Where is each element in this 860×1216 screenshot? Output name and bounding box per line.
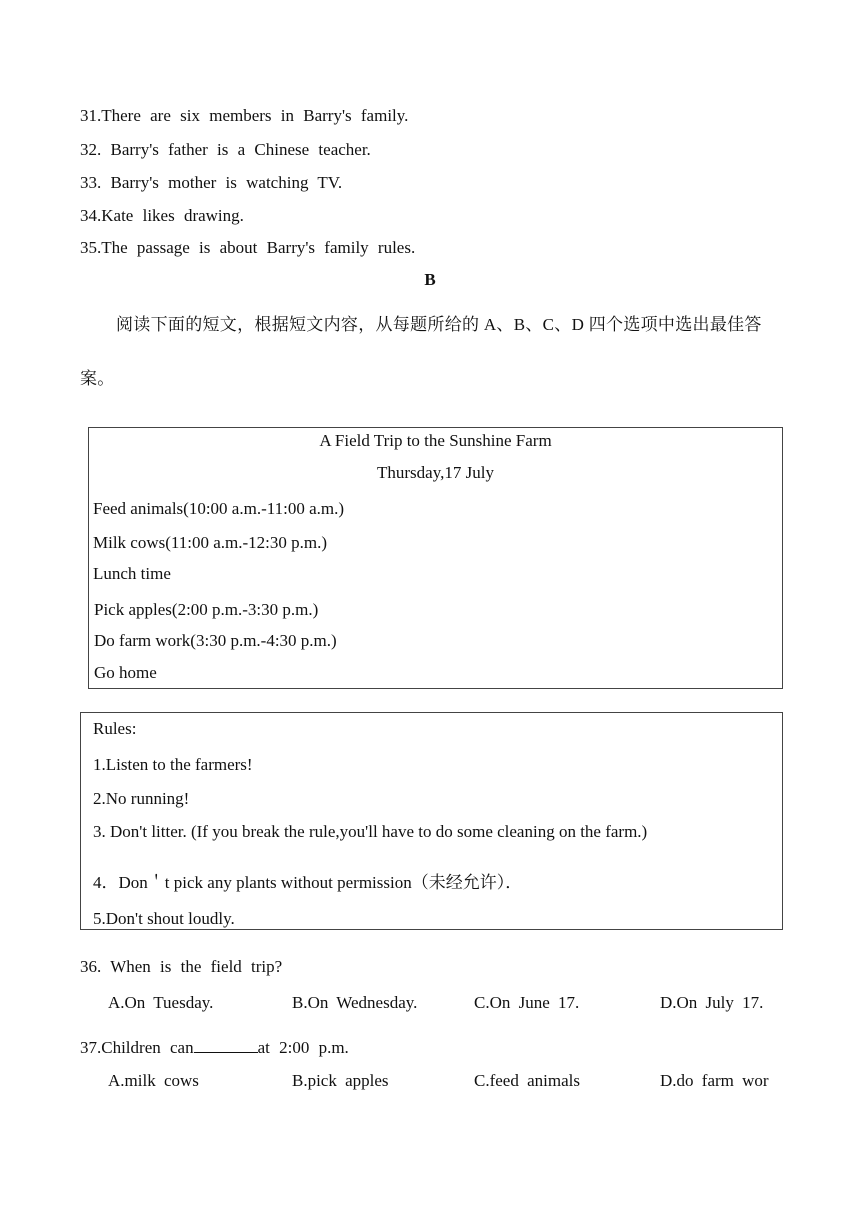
rules-title: Rules: xyxy=(93,719,137,738)
schedule-item: Do farm work(3:30 p.m.-4:30 p.m.) xyxy=(94,631,337,650)
question-36-stem: 36. When is the field trip? xyxy=(80,957,283,976)
section-heading: B xyxy=(424,270,436,289)
question-37-option-d: D.do farm wor xyxy=(660,1071,769,1090)
question-37-stem-after: at 2:00 p.m. xyxy=(257,1038,349,1057)
rule-item: 5.Don't shout loudly. xyxy=(93,909,235,928)
rule-item: 2.No running! xyxy=(93,789,190,808)
rule-item: 4．Don＇t pick any plants without permission（未经允许）． xyxy=(93,873,523,892)
question-36-option-c: C.On June 17. xyxy=(474,993,580,1012)
question-37-stem xyxy=(80,1038,349,1058)
schedule-item: Pick apples(2:00 p.m.-3:30 p.m.) xyxy=(94,600,319,619)
schedule-date: Thursday,17 July xyxy=(377,463,494,482)
statement-32: 32. Barry's father is a Chinese teacher. xyxy=(80,140,371,159)
section-instruction: 阅读下面的短文，根据短文内容，从每题所给的 A、B、C、D 四个选项中选出最佳答案。 xyxy=(80,315,762,388)
statement-33: 33. Barry's mother is watching TV. xyxy=(80,173,343,192)
schedule-item: Lunch time xyxy=(93,564,171,583)
question-37-option-b: B.pick apples xyxy=(292,1071,389,1090)
schedule-box xyxy=(88,427,783,689)
rules-box xyxy=(80,712,783,930)
question-36-option-d: D.On July 17. xyxy=(660,993,764,1012)
statement-35: 35.The passage is about Barry's family rules. xyxy=(80,238,416,257)
answer-blank xyxy=(194,1038,258,1053)
question-36-option-a: A.On Tuesday. xyxy=(108,993,214,1012)
statement-31: 31.There are six members in Barry's family. xyxy=(80,106,409,125)
rule-item: 3. Don't litter. (If you break the rule,you'll have to do some cleaning on the farm.) xyxy=(93,822,648,841)
question-36-option-b: B.On Wednesday. xyxy=(292,993,418,1012)
question-37-option-c: C.feed animals xyxy=(474,1071,580,1090)
schedule-title: A Field Trip to the Sunshine Farm xyxy=(319,431,552,450)
rule-item: 1.Listen to the farmers! xyxy=(93,755,253,774)
schedule-item: Go home xyxy=(94,663,157,682)
statement-34: 34.Kate likes drawing. xyxy=(80,206,244,225)
question-37-option-a: A.milk cows xyxy=(108,1071,199,1090)
schedule-item: Feed animals(10:00 a.m.-11:00 a.m.) xyxy=(93,499,345,518)
question-37-stem-before: 37.Children can xyxy=(80,1038,194,1057)
schedule-item: Milk cows(11:00 a.m.-12:30 p.m.) xyxy=(93,533,328,552)
